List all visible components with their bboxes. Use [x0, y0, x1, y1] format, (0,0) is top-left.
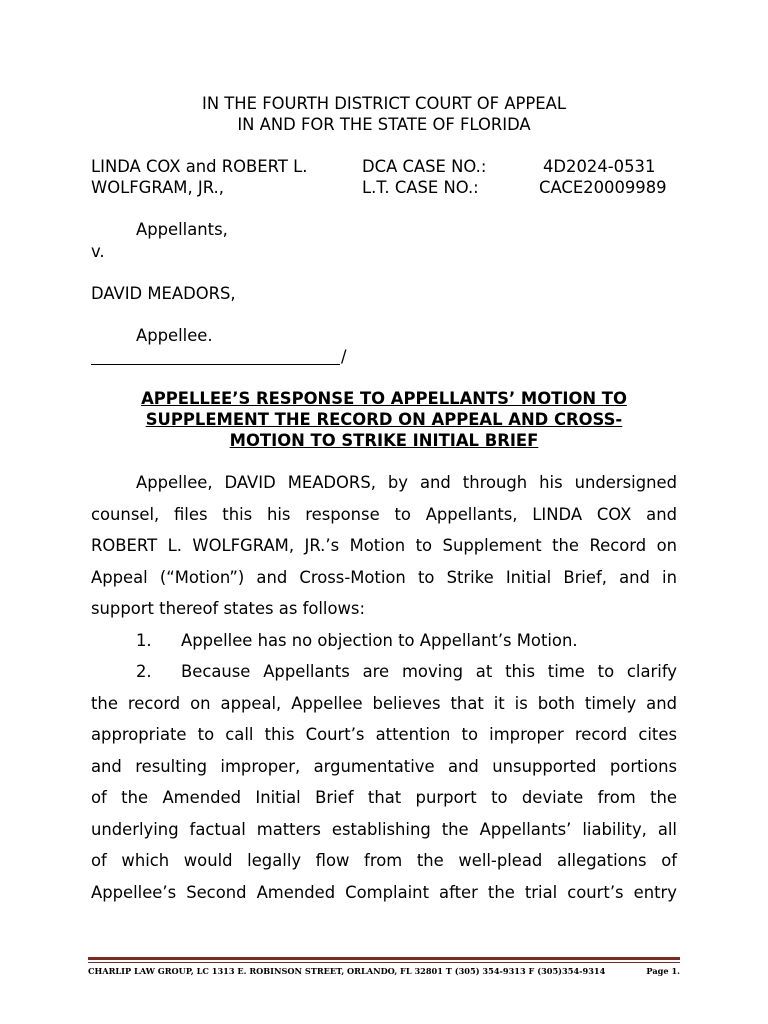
- caption-parties-line2: WOLFGRAM, JR.,: [91, 178, 224, 197]
- court-name-line: IN THE FOURTH DISTRICT COURT OF APPEAL: [201, 94, 567, 113]
- item2-first-line: Because Appellants are moving at this time to clarify: [181, 662, 677, 681]
- page-number: Page 1.: [646, 966, 680, 976]
- intro-line: ROBERT L. WOLFGRAM, JR.’s Motion to Supplement the Record on: [91, 536, 677, 555]
- item2-line: appropriate to call this Court’s attention to improper record cites: [91, 725, 677, 744]
- appellants-label: Appellants,: [136, 220, 228, 239]
- document-title-line3: MOTION TO STRIKE INITIAL BRIEF: [229, 431, 539, 450]
- intro-line: support thereof states as follows:: [91, 599, 365, 618]
- intro-line: Appellee, DAVID MEADORS, by and through his undersigned: [136, 473, 677, 492]
- item2-line: of the Amended Initial Brief that purport to deviate from the: [91, 788, 677, 807]
- document-title-line2: SUPPLEMENT THE RECORD ON APPEAL AND CROSS-: [145, 410, 623, 429]
- lt-case-label: L.T. CASE NO.:: [362, 178, 479, 197]
- dca-case-number: 4D2024-0531: [543, 157, 656, 176]
- court-jurisdiction-line: IN AND FOR THE STATE OF FLORIDA: [237, 115, 531, 134]
- caption-parties-line1: LINDA COX and ROBERT L.: [91, 157, 308, 176]
- item2-number: 2.: [136, 662, 152, 681]
- item1-text: Appellee has no objection to Appellant’s Motion.: [181, 631, 578, 650]
- dca-case-label: DCA CASE NO.:: [362, 157, 487, 176]
- item2-line: underlying factual matters establishing the Appellants’ liability, all: [91, 820, 677, 839]
- item2-line: of which would legally flow from the well-plead allegations of: [91, 851, 677, 870]
- item2-line: Appellee’s Second Amended Complaint after the trial court’s entry: [91, 883, 677, 902]
- item2-line: and resulting improper, argumentative and unsupported portions: [91, 757, 677, 776]
- footer-rule-thick: [88, 957, 680, 960]
- intro-line: counsel, files this his response to Appellants, LINDA COX and: [91, 505, 677, 524]
- document-title-line1: APPELLEE’S RESPONSE TO APPELLANTS’ MOTION TO: [141, 389, 627, 408]
- versus-label: v.: [91, 242, 105, 261]
- caption-slash: /: [341, 347, 347, 366]
- item1-number: 1.: [136, 631, 152, 650]
- lt-case-number: CACE20009989: [539, 178, 667, 197]
- intro-line: Appeal (“Motion”) and Cross-Motion to Strike Initial Brief, and in: [91, 568, 677, 587]
- footer-firm-info: CHARLIP LAW GROUP, LC 1313 E. ROBINSON STREET, ORLANDO, FL 32801 T (305) 354-9313 F (305)354-9314: [88, 966, 606, 976]
- caption-underline: [91, 364, 340, 365]
- item2-line: the record on appeal, Appellee believes that it is both timely and: [91, 694, 677, 713]
- appellee-name: DAVID MEADORS,: [91, 284, 236, 303]
- footer-rule-thin: [88, 962, 680, 963]
- appellee-label: Appellee.: [136, 326, 213, 345]
